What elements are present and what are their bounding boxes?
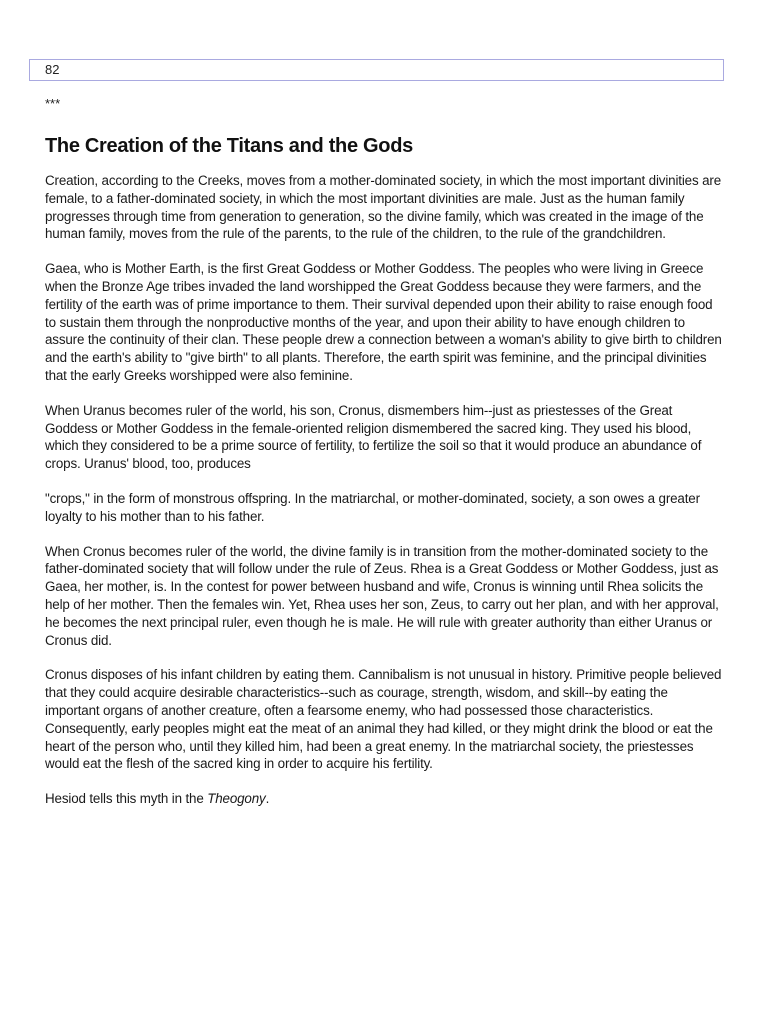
paragraph: Gaea, who is Mother Earth, is the first Great Goddess or Mother Goddess. The peoples who were living in Greece when the Bronze Age tribes invaded the land worshipped the Great Goddess because they were farmers, and the fertility of the earth was of prime importance to them. Their survival depended upon their ability to raise enough food to sustain them through the nonproductive months of the year, and upon their ability to have enough children to assure the continuity of their clan. These people drew a connection between a woman's ability to give birth to children and the earth's ability to "give birth" to all plants. Therefore, the earth spirit was feminine, and the principal divinities that the early Greeks worshipped were also feminine. (45, 261, 722, 383)
paragraph: When Cronus becomes ruler of the world, the divine family is in transition from the mother-dominated society to the father-dominated society that will follow under the rule of Zeus. Rhea is a Great Goddess or Mother Goddess, just as Gaea, her mother, is. In the contest for power between husband and wife, Cronus is winning until Rhea solicits the help of her mother. Then the females win. Yet, Rhea uses her son, Zeus, to carry out her plan, and with her approval, he becomes the next principal ruler, even though he is male. He will rule with greater authority than either Uranus or Cronus did. (45, 543, 719, 648)
work-title: Theogony (207, 791, 266, 807)
closing-paragraph (45, 790, 725, 808)
closing-end: . (265, 791, 270, 807)
paragraph: Creation, according to the Creeks, moves from a mother-dominated society, in which the most important divinities are female, to a father-dominated society, in which the most important divinities are male. Just as the human family progresses through time from generation to generation, so the divine family, which was created in the image of the human family, moves from the rule of the parents, to the rule of the children, to the rule of the grandchildren. (45, 173, 721, 242)
section-separator: *** (45, 96, 61, 111)
page-title: The Creation of the Titans and the Gods (45, 135, 413, 157)
article-body (45, 134, 725, 825)
page-number: 82 (45, 62, 60, 77)
paragraph: Cronus disposes of his infant children by eating them. Cannibalism is not unusual in history. Primitive people believed that they could acquire desirable characteristics--such as courage, strength, wisdom, and skill--by eating the important organs of another creature, often a fearsome enemy, who had possessed those characteristics. Consequently, early peoples might eat the meat of an animal they had killed, or they might drink the blood or eat the heart of the person who, until they killed him, had been a great enemy. In the matriarchal society, the priestesses would eat the flesh of the sacred king in order to acquire his fertility. (45, 667, 722, 772)
paragraph: "crops," in the form of monstrous offspring. In the matriarchal, or mother-dominated, society, a son owes a greater loyalty to his mother than to his father. (45, 490, 700, 524)
paragraph: When Uranus becomes ruler of the world, his son, Cronus, dismembers him--just as priestesses of the Great Goddess or Mother Goddess in the female-oriented religion dismembered the sacred king. They used his blood, which they considered to be a prime source of fertility, to fertilize the soil so that it would produce an abundance of crops. Uranus' blood, too, produces (45, 402, 702, 472)
page-number-box (29, 59, 724, 81)
closing-text: Hesiod tells this myth in the (45, 791, 208, 807)
